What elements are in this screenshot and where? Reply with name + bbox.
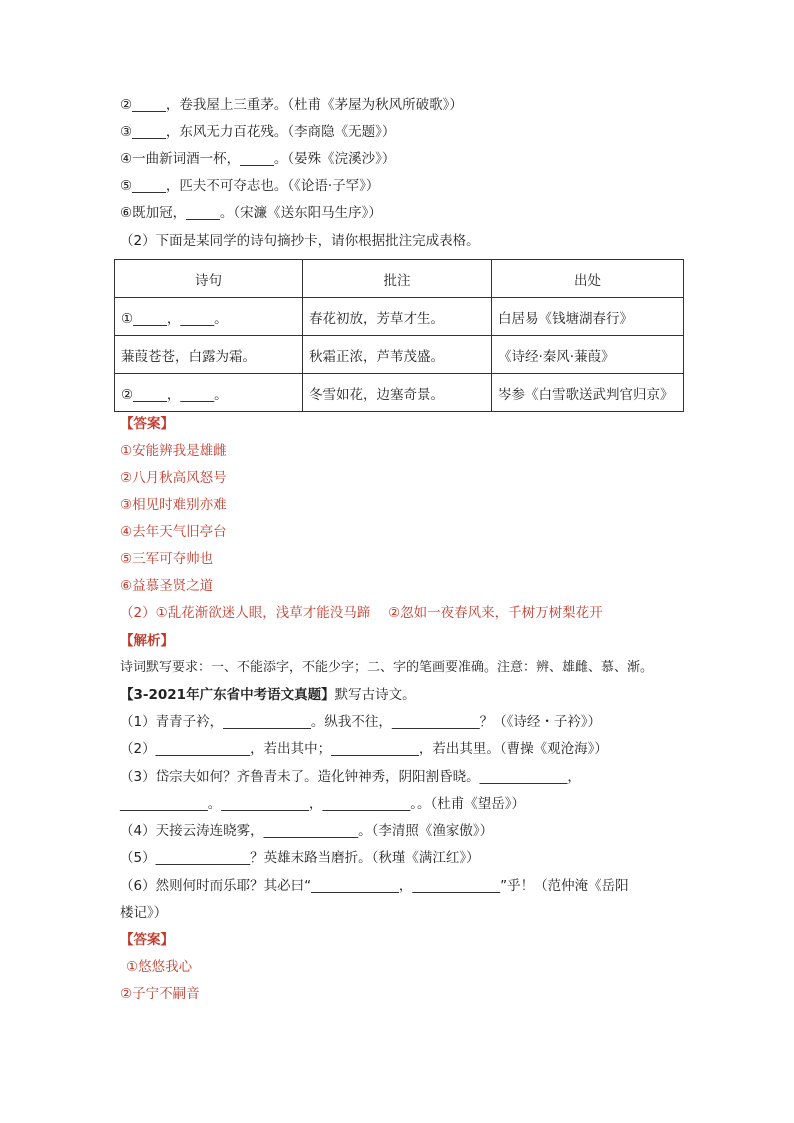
- recite-item-continued: _____________。_____________，_____________。。（杜甫《望岳》）: [120, 796, 525, 812]
- recite-item: （6）然则何时而乐耶？其必曰“_____________，_____________”乎！（范仲淹《岳阳: [120, 878, 629, 894]
- table-cell: 春花初放，芳草才生。: [303, 298, 492, 336]
- table-cell: ②_____，_____。: [115, 374, 303, 412]
- recite-item-4: ④一曲新词酒一杯，_____。（晏殊《浣溪沙》）: [120, 151, 396, 167]
- recite-item-continued: 楼记》）: [120, 905, 168, 921]
- table-cell: 秋霜正浓，芦苇茂盛。: [303, 336, 492, 374]
- answer-line: ①悠悠我心: [126, 959, 193, 975]
- answer-heading: 【答案】: [120, 932, 174, 948]
- table-cell: 蒹葭苍苍，白露为霜。: [115, 336, 303, 374]
- answer-line: ④去年天气旧亭台: [120, 524, 227, 540]
- column-header-note: 批注: [303, 260, 492, 298]
- recite-item-5: ⑤_____，匹夫不可夺志也。（《论语·子罕》）: [120, 178, 380, 194]
- table-row: [115, 374, 684, 412]
- recite-item-2: ②_____，卷我屋上三重茅。（杜甫《茅屋为秋风所破歌》）: [120, 97, 463, 113]
- question-3-instruction: 默写古诗文。: [334, 687, 416, 703]
- table-cell: 冬雪如花，边塞奇景。: [303, 374, 492, 412]
- recite-item-6: ⑥既加冠，_____。（宋濂《送东阳马生序》）: [120, 205, 382, 221]
- answer-line: ⑤三军可夺帅也: [120, 551, 214, 567]
- answer-heading: 【答案】: [120, 416, 174, 432]
- column-header-source: 出处: [492, 260, 684, 298]
- table-cell: 《诗经·秦风·蒹葭》: [492, 336, 684, 374]
- question-3-source: 【3-2021年广东省中考语文真题】: [120, 687, 335, 703]
- analysis-text: 诗词默写要求：一、不能添字，不能少字；二、字的笔画要准确。注意：辨、雄雌、慕、渐。: [120, 660, 654, 675]
- recite-item-3: ③_____，东风无力百花残。（李商隐《无题》）: [120, 124, 396, 140]
- table-cell: ①_____，_____。: [115, 298, 303, 336]
- answer-line: ②子宁不嗣音: [120, 986, 200, 1002]
- column-header-verse: 诗句: [115, 260, 303, 298]
- recite-item: （5）______________？英雄末路当磨折。（秋瑾《满江红》）: [120, 850, 480, 866]
- poem-card-table: [114, 259, 684, 412]
- recite-item: （1）青青子衿，_____________。纵我不往，_____________？（《诗经・子衿》）: [120, 714, 602, 730]
- table-cell: 白居易《钱塘湖春行》: [492, 298, 684, 336]
- table-row: [115, 336, 684, 374]
- analysis-heading: 【解析】: [120, 633, 174, 649]
- question-3-title: [120, 686, 416, 704]
- answer-line: ⑥益慕圣贤之道: [120, 578, 214, 594]
- answer-line-q2: （2）①乱花渐欲迷人眼，浅草才能没马蹄 ②忽如一夜春风来，千树万树梨花开: [120, 605, 603, 621]
- table-row: [115, 298, 684, 336]
- answer-line: ③相见时难别亦难: [120, 497, 227, 513]
- table-cell: 岑参《白雪歌送武判官归京》: [492, 374, 684, 412]
- answer-line: ①安能辨我是雄雌: [120, 443, 227, 459]
- answer-line: ②八月秋高风怒号: [120, 470, 227, 486]
- question-2-prompt: （2）下面是某同学的诗句摘抄卡，请你根据批注完成表格。: [120, 233, 480, 249]
- recite-item: （4）天接云涛连晓雾，______________。（李清照《渔家傲》）: [120, 823, 494, 839]
- recite-item: （2）______________，若出其中；_____________，若出其里。（曹操《观沧海》）: [120, 741, 608, 757]
- table-header-row: [115, 260, 684, 298]
- recite-item: （3）岱宗夫如何？齐鲁青未了。造化钟神秀，阴阳割昏晓。_____________，: [120, 769, 581, 785]
